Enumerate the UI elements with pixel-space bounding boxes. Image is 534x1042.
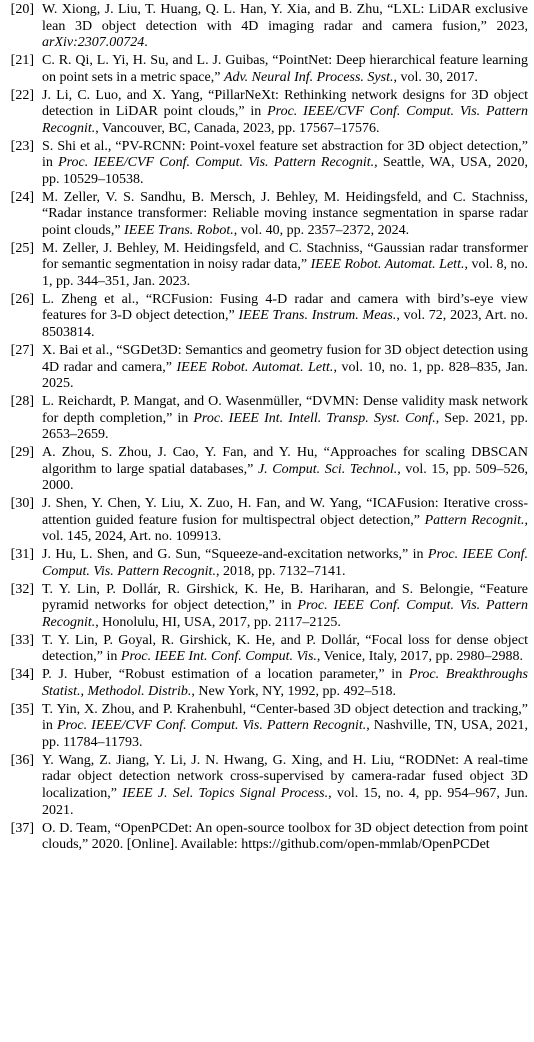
reference-number: [27] xyxy=(10,342,34,358)
reference-text xyxy=(42,445,528,495)
reference-entry xyxy=(4,53,528,86)
reference-text xyxy=(42,667,528,700)
reference-segment: M. Zeller, V. S. Sandhu, B. Mersch, J. Behley, M. Heidingsfeld, and C. Stachniss, “Radar instance transformer: Reliable moving instance segmentation in sparse radar point clouds,” xyxy=(42,189,528,238)
reference-entry xyxy=(4,667,528,700)
reference-venue: Proc. IEEE Conf. Comput. Vis. Pattern Recognit. xyxy=(42,598,528,630)
reference-venue: IEEE J. Sel. Topics Signal Process. xyxy=(122,786,329,802)
reference-number: [30] xyxy=(10,496,34,512)
reference-entry xyxy=(4,753,528,819)
reference-venue: Proc. IEEE Int. Conf. Comput. Vis. xyxy=(120,649,317,665)
reference-segment: T. Y. Lin, P. Goyal, R. Girshick, K. He, and P. Dollár, “Focal loss for dense object detection,” in xyxy=(42,632,528,665)
reference-venue: IEEE Robot. Automat. Lett. xyxy=(176,359,334,375)
reference-venue: Proc. Breakthroughs Statist., Methodol. Distrib. xyxy=(42,667,529,699)
reference-segment: J. Hu, L. Shen, and G. Sun, “Squeeze-and-excitation networks,” in xyxy=(42,547,428,563)
reference-segment: T. Y. Lin, P. Dollár, R. Girshick, K. He, B. Hariharan, and S. Belongie, “Feature pyramid networks for object detection,” in xyxy=(42,581,528,614)
reference-entry xyxy=(4,702,528,752)
reference-number: [26] xyxy=(10,291,34,307)
reference-number: [35] xyxy=(10,701,34,717)
reference-segment: , New York, NY, 1992, pp. 492–518. xyxy=(191,683,397,699)
reference-segment: , vol. 145, 2024, Art. no. 109913. xyxy=(42,512,528,545)
reference-segment: W. Xiong, J. Liu, T. Huang, Q. L. Han, Y. Xia, and B. Zhu, “LXL: LiDAR exclusive lean 3D object detection with 4D imaging radar and camera fusion,” 2023, xyxy=(42,2,528,34)
reference-number: [25] xyxy=(10,240,34,256)
reference-text xyxy=(42,753,528,819)
reference-number: [20] xyxy=(10,2,34,17)
reference-segment: J. Li, C. Luo, and X. Yang, “PillarNeXt: Rethinking network designs for 3D object detection in LiDAR point clouds,” in xyxy=(42,87,528,120)
reference-segment: L. Zheng et al., “RCFusion: Fusing 4-D radar and camera with bird’s-eye view features for 3-D object detection,” xyxy=(42,291,528,324)
reference-number: [29] xyxy=(10,445,34,461)
reference-number: [21] xyxy=(10,53,34,69)
reference-entry xyxy=(4,190,528,240)
reference-segment: , Sep. 2021, pp. 2653–2659. xyxy=(42,410,528,443)
reference-segment: , vol. 15, pp. 509–526, 2000. xyxy=(42,461,529,494)
reference-text xyxy=(42,190,528,240)
reference-entry xyxy=(4,88,528,138)
reference-number: [31] xyxy=(10,547,34,563)
reference-text xyxy=(42,582,528,632)
reference-venue: Proc. IEEE/CVF Conf. Comput. Vis. Pattern Recognit. xyxy=(42,104,528,136)
reference-venue: Proc. IEEE/CVF Conf. Comput. Vis. Pattern Recognit. xyxy=(58,155,375,171)
reference-segment: . xyxy=(144,35,148,51)
reference-number: [23] xyxy=(10,138,34,154)
reference-entry xyxy=(4,241,528,291)
reference-text xyxy=(42,53,528,86)
reference-text xyxy=(42,88,528,138)
reference-entry xyxy=(4,582,528,632)
reference-text xyxy=(42,292,528,342)
reference-segment: T. Yin, X. Zhou, and P. Krahenbuhl, “Center-based 3D object detection and tracking,” in xyxy=(42,701,528,734)
reference-entry xyxy=(4,547,528,580)
reference-segment: Y. Wang, Z. Jiang, Y. Li, J. N. Hwang, G. Xing, and H. Liu, “RODNet: A real-time radar object detection network cross-supervised by camera-radar fused object 3D localization,” xyxy=(42,752,528,802)
reference-text xyxy=(42,343,528,393)
reference-segment: , Venice, Italy, 2017, pp. 2980–2988. xyxy=(316,649,523,665)
reference-entry xyxy=(4,2,528,52)
reference-text xyxy=(42,633,528,666)
reference-segment: , Honolulu, HI, USA, 2017, pp. 2117–2125. xyxy=(95,614,341,630)
reference-entry xyxy=(4,821,528,854)
reference-text xyxy=(42,241,528,291)
reference-venue: J. Comput. Sci. Technol. xyxy=(257,461,398,477)
reference-text xyxy=(42,821,528,854)
reference-segment: , vol. 8, no. 1, pp. 344–351, Jan. 2023. xyxy=(42,257,529,289)
reference-segment: , Nashville, TN, USA, 2021, pp. 11784–11793. xyxy=(42,718,528,750)
reference-venue: IEEE Trans. Robot. xyxy=(124,222,234,238)
reference-entry xyxy=(4,445,528,495)
reference-text xyxy=(42,702,528,752)
reference-segment: C. R. Qi, L. Yi, H. Su, and L. J. Guibas, “PointNet: Deep hierarchical feature learning on point sets in a metric space,” xyxy=(42,53,528,85)
reference-venue: Proc. IEEE Conf. Comput. Vis. Pattern Recognit. xyxy=(42,547,528,579)
reference-segment: S. Shi et al., “PV-RCNN: Point-voxel feature set abstraction for 3D object detection,” in xyxy=(42,138,528,171)
reference-number: [36] xyxy=(10,752,34,768)
reference-segment: , vol. 72, 2023, Art. no. 8503814. xyxy=(42,308,528,341)
reference-text xyxy=(42,394,528,444)
reference-segment: X. Bai et al., “SGDet3D: Semantics and geometry fusion for 3D object detection using 4D radar and camera,” xyxy=(42,342,529,375)
reference-text xyxy=(42,496,528,546)
reference-segment: , vol. 40, pp. 2357–2372, 2024. xyxy=(233,222,410,238)
reference-segment: P. J. Huber, “Robust estimation of a location parameter,” in xyxy=(42,667,409,683)
reference-segment: L. Reichardt, P. Mangat, and O. Wasenmüller, “DVMN: Dense validity mask network for depth completion,” in xyxy=(42,394,528,426)
reference-segment: J. Shen, Y. Chen, Y. Liu, X. Zuo, H. Fan, and W. Yang, “ICAFusion: Iterative cross-attention guided feature fusion for multispectral object detection,” xyxy=(42,496,528,528)
reference-segment: , 2018, pp. 7132–7141. xyxy=(215,563,346,579)
reference-text xyxy=(42,139,528,189)
reference-number: [34] xyxy=(10,667,34,683)
reference-number: [24] xyxy=(10,189,34,205)
reference-segment: O. D. Team, “OpenPCDet: An open-source toolbox for 3D object detection from point clouds,” 2020. [Online]. Available: https://github.com/open-mmlab/OpenPCDet xyxy=(42,820,528,853)
reference-text xyxy=(42,2,528,52)
reference-venue: IEEE Robot. Automat. Lett. xyxy=(310,257,465,273)
reference-segment: M. Zeller, J. Behley, M. Heidingsfeld, and C. Stachniss, “Gaussian radar transformer for semantic segmentation in noisy radar data,” xyxy=(42,240,528,273)
reference-segment: , vol. 10, no. 1, pp. 828–835, Jan. 2025. xyxy=(42,359,528,392)
reference-venue: IEEE Trans. Instrum. Meas. xyxy=(238,308,397,324)
reference-segment: A. Zhou, S. Zhou, J. Cao, Y. Fan, and Y. Hu, “Approaches for scaling DBSCAN algorithm to large spatial databases,” xyxy=(42,445,528,477)
reference-number: [37] xyxy=(10,820,34,836)
reference-text xyxy=(42,547,528,580)
reference-entry xyxy=(4,394,528,444)
reference-number: [28] xyxy=(10,394,34,410)
reference-entry xyxy=(4,343,528,393)
reference-segment: , Seattle, WA, USA, 2020, pp. 10529–10538. xyxy=(42,155,529,187)
reference-number: [33] xyxy=(10,632,34,648)
reference-entry xyxy=(4,139,528,189)
reference-venue: Adv. Neural Inf. Process. Syst. xyxy=(223,69,394,85)
reference-entry xyxy=(4,292,528,342)
reference-entry xyxy=(4,496,528,546)
reference-number: [32] xyxy=(10,581,34,597)
reference-segment: , vol. 30, 2017. xyxy=(393,69,478,85)
reference-venue: Proc. IEEE Int. Intell. Transp. Syst. Conf. xyxy=(193,410,436,426)
reference-number: [22] xyxy=(10,87,34,103)
reference-segment: , vol. 15, no. 4, pp. 954–967, Jun. 2021. xyxy=(42,786,528,818)
reference-segment: , Vancouver, BC, Canada, 2023, pp. 17567–17576. xyxy=(95,120,380,136)
reference-entry xyxy=(4,633,528,666)
reference-venue: Proc. IEEE/CVF Conf. Comput. Vis. Pattern Recognit. xyxy=(56,718,367,734)
reference-venue: Pattern Recognit. xyxy=(424,512,525,528)
reference-venue: arXiv:2307.00724 xyxy=(42,35,145,51)
